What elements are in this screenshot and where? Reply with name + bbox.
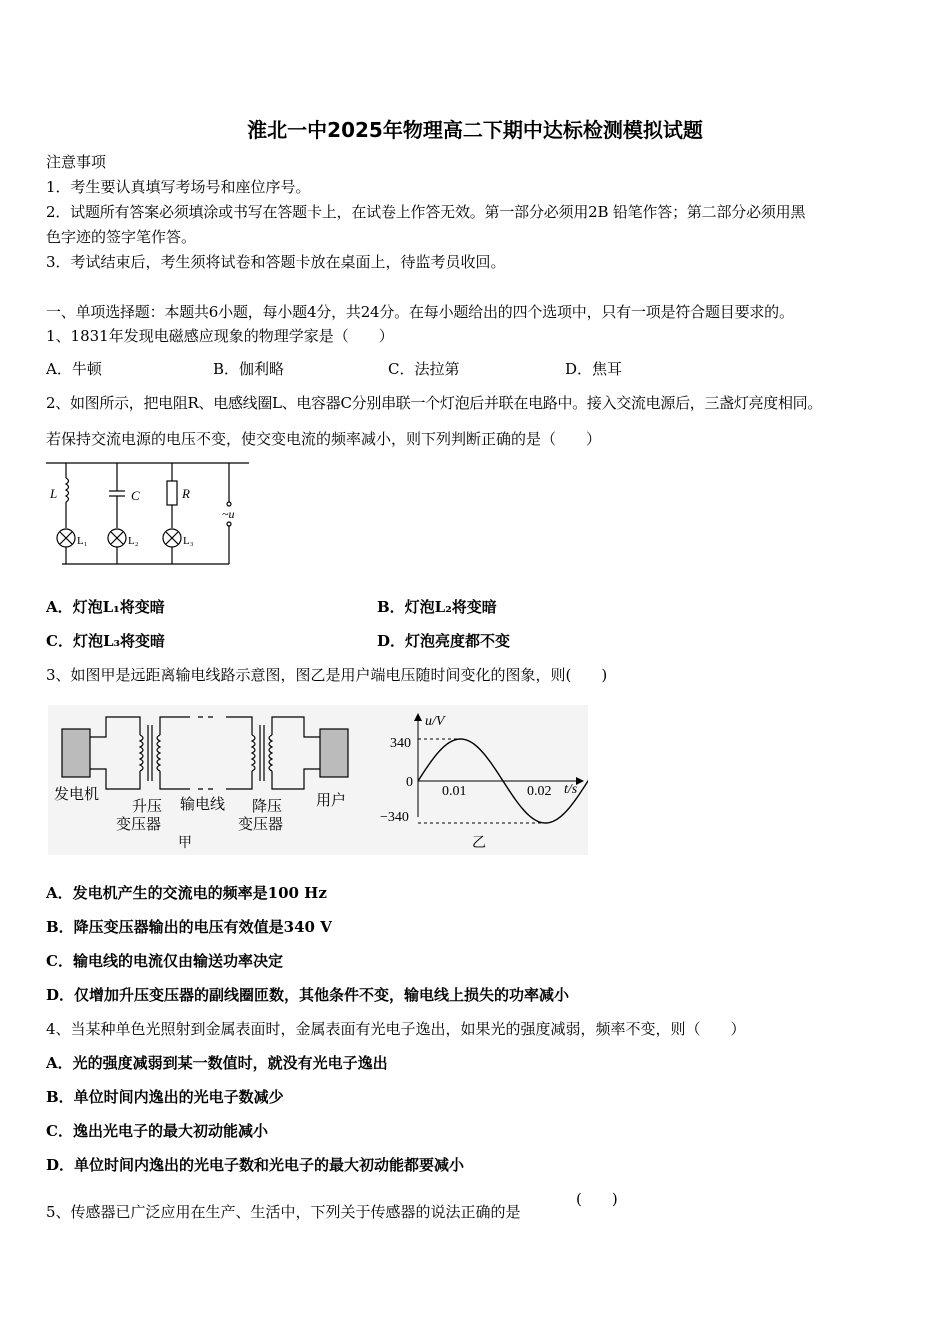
x-axis-label: t/s <box>564 782 578 797</box>
question-3-stem: 3、如图甲是远距离输电线路示意图，图乙是用户端电压随时间变化的图象，则( ) <box>46 666 608 684</box>
q3-option-a: A．发电机产生的交流电的频率是100 Hz <box>46 884 327 902</box>
q4-option-a: A．光的强度减弱到某一数值时，就没有光电子逸出 <box>46 1054 388 1072</box>
question-1-stem: 1、1831年发现电磁感应现象的物理学家是（ ） <box>46 327 394 345</box>
q4-option-c: C．逸出光电子的最大初动能减小 <box>46 1122 268 1140</box>
transmission-figures <box>48 705 588 855</box>
y-tick-340: 340 <box>390 736 411 751</box>
step-up-label-2: 变压器 <box>116 817 162 833</box>
q2-option-a: A．灯泡L₁将变暗 <box>46 598 165 616</box>
figure-jia-caption: 甲 <box>178 836 192 851</box>
source-label: ~u <box>222 507 235 521</box>
question-4-stem: 4、当某种单色光照射到金属表面时，金属表面有光电子逸出，如果光的强度减弱，频率不变，则（ ） <box>46 1020 746 1038</box>
q3-option-c: C．输电线的电流仅由输送功率决定 <box>46 952 283 970</box>
notice-item: 3．考试结束后，考生须将试卷和答题卡放在桌面上，待监考员收回。 <box>46 253 506 271</box>
inductor-label: L <box>50 486 58 501</box>
q2-option-c: C．灯泡L₃将变暗 <box>46 632 166 650</box>
capacitor-label: C <box>131 488 140 503</box>
section-heading: 一、单项选择题：本题共6小题，每小题4分，共24分。在每小题给出的四个选项中，只有一项是符合题目要求的。 <box>46 303 794 321</box>
step-down-label-1: 降压 <box>252 799 283 815</box>
step-down-label-2: 变压器 <box>238 817 284 833</box>
transmission-line-label: 输电线 <box>180 797 226 813</box>
q1-option-d: D．焦耳 <box>565 360 623 378</box>
q1-option-b: B．伽利略 <box>213 360 285 378</box>
resistor-label: R <box>182 486 190 501</box>
figure-yi-caption: 乙 <box>472 836 486 851</box>
q1-option-a: A．牛顿 <box>46 360 102 378</box>
y-tick-neg-340: −340 <box>380 810 409 825</box>
notice-item: 2．试题所有答案必须填涂或书写在答题卡上，在试卷上作答无效。第一部分必须用2B 铅笔作答；第二部分必须用黑 <box>46 203 806 221</box>
generator-label: 发电机 <box>54 787 100 803</box>
user-label: 用户 <box>316 793 347 809</box>
q4-option-d: D．单位时间内逸出的光电子数和光电子的最大初动能都要减小 <box>46 1156 465 1174</box>
x-tick-002: 0.02 <box>527 784 552 799</box>
notice-item: 1．考生要认真填写考场号和座位序号。 <box>46 178 311 196</box>
lamp-1-label: L₁ <box>77 535 88 547</box>
question-2-stem: 2、如图所示，把电阻R、电感线圈L、电容器C分别串联一个灯泡后并联在电路中。接入交流电源后，三盏灯亮度相同。 <box>46 394 823 412</box>
y-tick-0: 0 <box>406 775 413 790</box>
q3-option-d: D．仅增加升压变压器的副线圈匝数，其他条件不变，输电线上损失的功率减小 <box>46 986 570 1004</box>
y-axis-label: u/V <box>425 714 445 729</box>
q2-option-b: B．灯泡L₂将变暗 <box>377 598 497 616</box>
q2-option-d: D．灯泡亮度都不变 <box>377 632 511 650</box>
circuit-diagram <box>44 460 254 570</box>
lamp-3-label: L₃ <box>183 535 194 547</box>
question-5-stem: 5、传感器已广泛应用在生产、生活中，下列关于传感器的说法正确的是 <box>46 1203 521 1221</box>
x-tick-001: 0.01 <box>442 784 467 799</box>
q1-option-c: C．法拉第 <box>388 360 460 378</box>
step-up-label-1: 升压 <box>132 799 163 815</box>
question-5-paren: ( ) <box>576 1190 618 1208</box>
q4-option-b: B．单位时间内逸出的光电子数减少 <box>46 1088 284 1106</box>
lamp-2-label: L₂ <box>128 535 139 547</box>
notice-heading: 注意事项 <box>46 153 107 171</box>
page-title: 淮北一中2025年物理高二下期中达标检测模拟试题 <box>247 118 703 142</box>
notice-item: 色字迹的签字笔作答。 <box>46 228 197 246</box>
q3-option-b: B．降压变压器输出的电压有效值是340 V <box>46 918 332 936</box>
question-2-stem-2: 若保持交流电源的电压不变，使交变电流的频率减小，则下列判断正确的是（ ） <box>46 430 602 448</box>
